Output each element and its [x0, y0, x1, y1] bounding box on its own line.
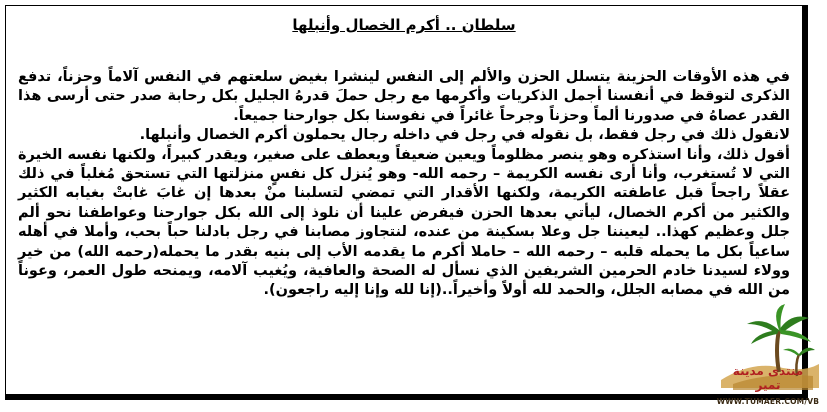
forum-logo: [713, 302, 823, 406]
paragraph-2: لانقول ذلك في رجل فقط، بل نقوله في رجل في داخله رجال يحملون أكرم الخصال وأنبلها.: [139, 127, 790, 144]
logo-forum-name: منتدى مدينة تمير: [732, 364, 804, 392]
paragraph-1: في هذه الأوقات الحزينة يتسلل الحزن والألم إلى النفس لينشرا بغيض سلعتهم في النفس آلاماً وحزناً، تدفع الذكرى لتوقظ في أنفسنا أجمل الذكريات وأكرمها مع رجل حملَ قدرهُ الجليل بكل رحابة صدر حتى أرسى هذا القدر عصاهُ في صدورنا ألماً وحزناً وجرحاً غائراً في نفوسنا بكل جوارحنا جميعاً.: [18, 69, 790, 124]
paragraph-3: أقول ذلك، وأنا استذكره وهو ينصر مظلوماً ويعين ضعيفاً ويعطف على صغير، ويقدر كبيراً، ولكنها نفسه الخيرة التي لا تُستغرب، وأنا أرى نفسه الكريمة – رحمه الله- وهو يُنزل كل نفسٍ منزلتها التي تستحق مُغلباً في ذلك عقلاً راجحاً قبل عاطفته الكريمة، ولكنها الأقدار التي تمضي لتسلبنا منْ بعدها إن غابَ غابتْ بغيابه الكثير والكثير من أكرم الخصال، ليأتي بعدها الحزن فيفرض علينا أن نلوذ إلى الله بكل جوارحنا وعواطفنا نحو ألم جلل وعظيم كهذا.. ليعيننا جل وعلا بسكينة من عنده، لنتجاوز مصابنا في رجل بادلنا حباً بحب، وأملا في أهله ساعياً بكل ما يحمله قلبه – رحمه الله – حاملا أكرم ما يقدمه الأب إلى بنيه بقدر ما يحمله(رحمه الله) من خير وولاء لسيدنا خادم الحرمين الشريفين الذي نسأل له الصحة والعافية، ويُغيب آلامه، ويمنحه طول العمر، وعوناً من الله في مصابه الجلل، والحمد لله أولاً وأخيراً..(إنا لله وإنا إليه راجعون).: [18, 146, 790, 299]
logo-url: WWW.TUMAER.COM/VB: [716, 397, 820, 406]
document-body: [18, 68, 790, 301]
document-frame: [5, 5, 808, 400]
document-title: سلطان .. أكرم الخصال وأنبلها: [292, 16, 516, 34]
